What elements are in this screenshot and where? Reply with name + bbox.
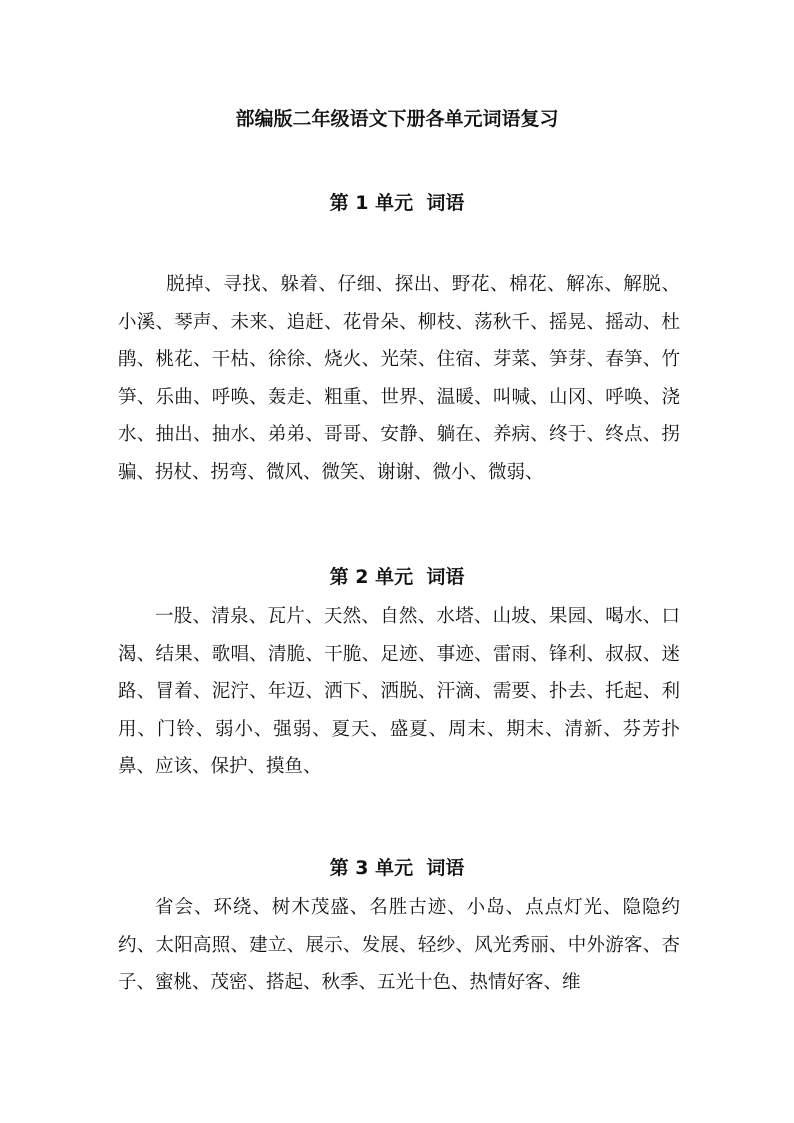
unit-2-word-list: 一股、清泉、瓦片、天然、自然、水塔、山坡、果园、喝水、口渴、结果、歌唱、清脆、干脆、足迹、事迹、雷雨、锋利、叔叔、迷路、冒着、泥泞、年迈、洒下、洒脱、汗滴、需要、扑去、托起、利用、门铃、弱小、强弱、夏天、盛夏、周末、期末、清新、芬芳扑鼻、应该、保护、摸鱼、 (118, 606, 680, 777)
unit-2-heading: 第 2 单元 词语 (329, 566, 465, 588)
unit-3-heading: 第 3 单元 词语 (329, 857, 465, 879)
page-title: 部编版二年级语文下册各单元词语复习 (235, 108, 559, 130)
unit-1-word-list: 脱掉、寻找、躲着、仔细、探出、野花、棉花、解冻、解脱、小溪、琴声、未来、追赶、花骨朵、柳枝、荡秋千、摇晃、摇动、杜鹃、桃花、干枯、徐徐、烧火、光荣、住宿、芽菜、笋芽、春笋、竹笋、乐曲、呼唤、轰走、粗重、世界、温暖、叫喊、山冈、呼唤、浇水、抽出、抽水、弟弟、哥哥、安静、躺在、养病、终于、终点、拐骗、拐杖、拐弯、微风、微笑、谢谢、微小、微弱、 (118, 274, 680, 483)
unit-1-heading: 第 1 单元 词语 (329, 192, 465, 214)
unit-3-word-list: 省会、环绕、树木茂盛、名胜古迹、小岛、点点灯光、隐隐约约、太阳高照、建立、展示、发展、轻纱、风光秀丽、中外游客、杏子、蜜桃、茂密、搭起、秋季、五光十色、热情好客、维 (118, 897, 680, 993)
